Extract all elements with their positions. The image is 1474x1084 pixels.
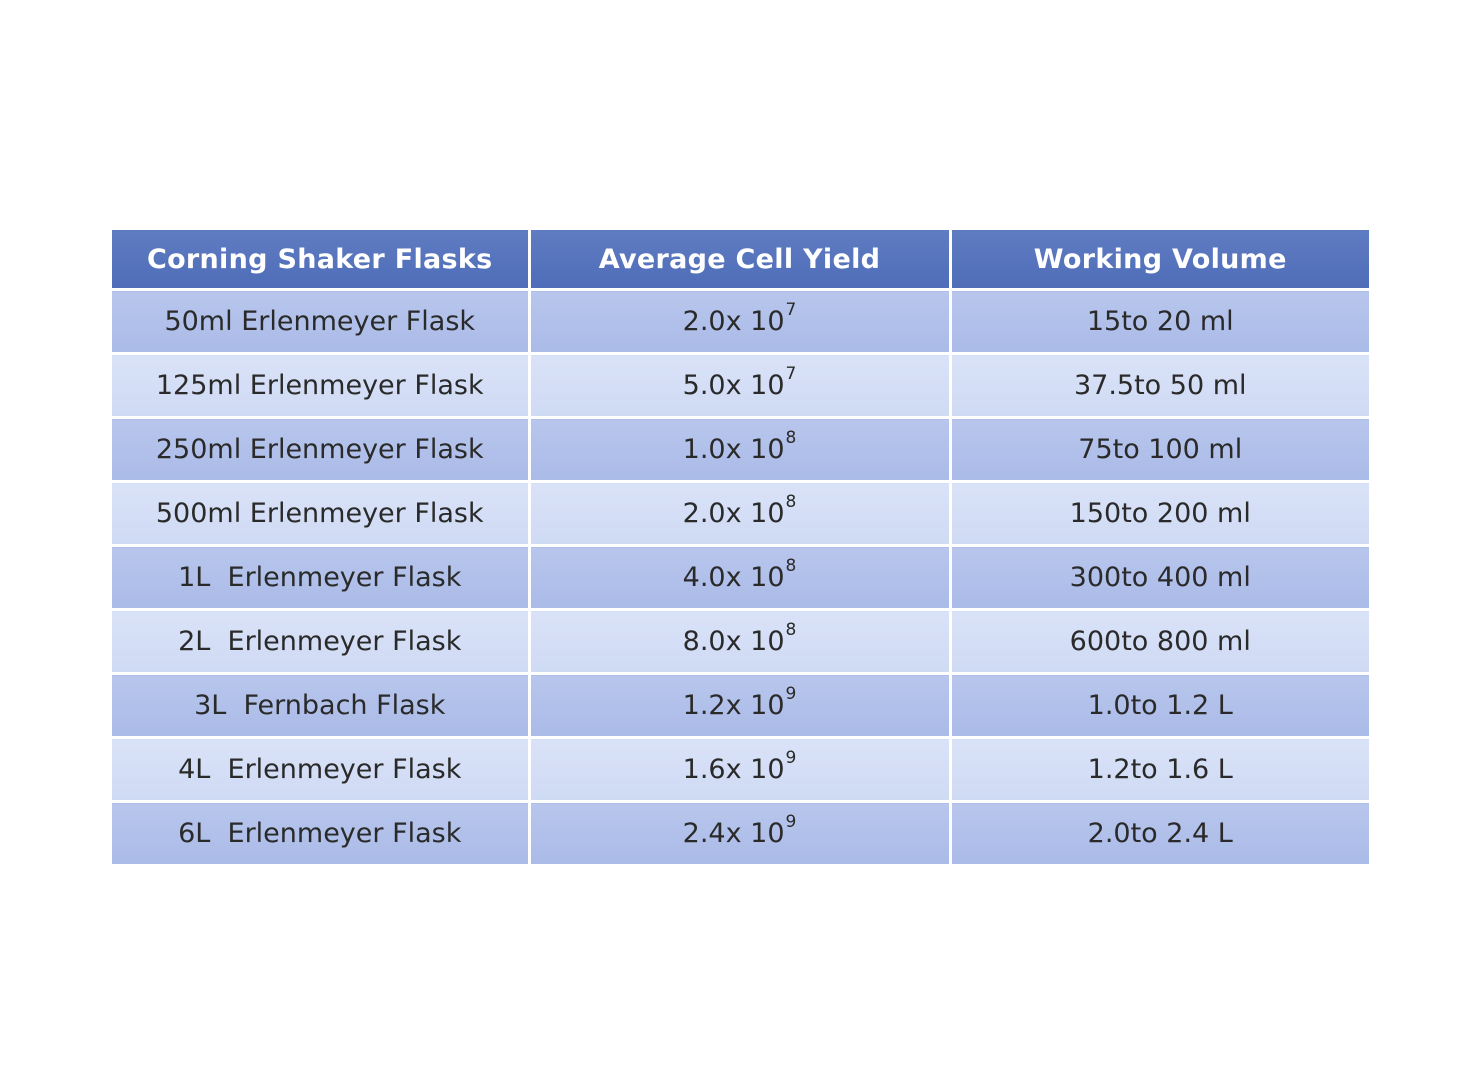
yield-exponent: 7 bbox=[785, 364, 797, 384]
flask-cell: 500ml Erlenmeyer Flask bbox=[112, 482, 529, 546]
flask-table bbox=[112, 230, 1369, 864]
yield-base: 2.4x 10 bbox=[682, 818, 785, 849]
flask-cell: 250ml Erlenmeyer Flask bbox=[112, 418, 529, 482]
yield-exponent: 9 bbox=[785, 684, 797, 704]
table-row bbox=[112, 802, 1369, 865]
flask-cell: 4L Erlenmeyer Flask bbox=[112, 738, 529, 802]
table-row bbox=[112, 482, 1369, 546]
flask-cell: 1L Erlenmeyer Flask bbox=[112, 546, 529, 610]
yield-cell bbox=[529, 354, 950, 418]
table-row bbox=[112, 290, 1369, 354]
yield-cell bbox=[529, 290, 950, 354]
yield-exponent: 8 bbox=[785, 492, 797, 512]
yield-base: 2.0x 10 bbox=[682, 306, 785, 337]
table-row bbox=[112, 738, 1369, 802]
yield-exponent: 8 bbox=[785, 556, 797, 576]
yield-exponent: 8 bbox=[785, 428, 797, 448]
volume-cell: 600to 800 ml bbox=[950, 610, 1369, 674]
yield-exponent: 9 bbox=[785, 748, 797, 768]
yield-cell bbox=[529, 738, 950, 802]
yield-base: 2.0x 10 bbox=[682, 498, 785, 529]
table-row bbox=[112, 546, 1369, 610]
yield-cell bbox=[529, 610, 950, 674]
header-flasks: Corning Shaker Flasks bbox=[112, 230, 529, 290]
flask-table-container bbox=[112, 230, 1369, 864]
volume-cell: 1.0to 1.2 L bbox=[950, 674, 1369, 738]
flask-cell: 3L Fernbach Flask bbox=[112, 674, 529, 738]
yield-base: 1.2x 10 bbox=[682, 690, 785, 721]
yield-cell bbox=[529, 674, 950, 738]
yield-base: 4.0x 10 bbox=[682, 562, 785, 593]
yield-base: 1.0x 10 bbox=[682, 434, 785, 465]
yield-cell bbox=[529, 802, 950, 865]
header-working-volume: Working Volume bbox=[950, 230, 1369, 290]
flask-cell: 2L Erlenmeyer Flask bbox=[112, 610, 529, 674]
yield-cell bbox=[529, 418, 950, 482]
volume-cell: 75to 100 ml bbox=[950, 418, 1369, 482]
volume-cell: 15to 20 ml bbox=[950, 290, 1369, 354]
yield-base: 5.0x 10 bbox=[682, 370, 785, 401]
table-row bbox=[112, 674, 1369, 738]
yield-base: 1.6x 10 bbox=[682, 754, 785, 785]
yield-exponent: 7 bbox=[785, 300, 797, 320]
volume-cell: 1.2to 1.6 L bbox=[950, 738, 1369, 802]
yield-exponent: 8 bbox=[785, 620, 797, 640]
volume-cell: 150to 200 ml bbox=[950, 482, 1369, 546]
table-row bbox=[112, 354, 1369, 418]
flask-cell: 6L Erlenmeyer Flask bbox=[112, 802, 529, 865]
volume-cell: 300to 400 ml bbox=[950, 546, 1369, 610]
volume-cell: 37.5to 50 ml bbox=[950, 354, 1369, 418]
header-cell-yield: Average Cell Yield bbox=[529, 230, 950, 290]
yield-exponent: 9 bbox=[785, 812, 797, 832]
yield-cell bbox=[529, 482, 950, 546]
flask-cell: 125ml Erlenmeyer Flask bbox=[112, 354, 529, 418]
volume-cell: 2.0to 2.4 L bbox=[950, 802, 1369, 865]
table-row bbox=[112, 418, 1369, 482]
table-header-row bbox=[112, 230, 1369, 290]
flask-cell: 50ml Erlenmeyer Flask bbox=[112, 290, 529, 354]
table-row bbox=[112, 610, 1369, 674]
yield-base: 8.0x 10 bbox=[682, 626, 785, 657]
yield-cell bbox=[529, 546, 950, 610]
